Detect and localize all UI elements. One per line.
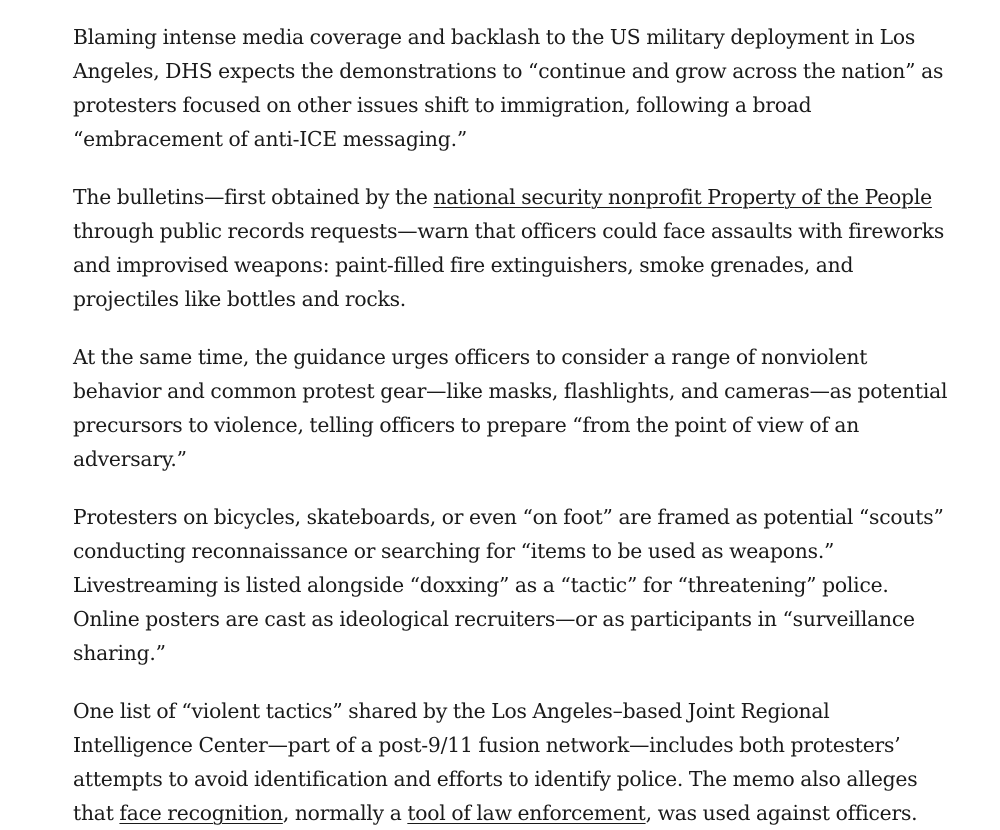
- article-body: [73, 20, 953, 830]
- paragraph-text: The bulletins—first obtained by the: [73, 185, 434, 209]
- paragraph-text: At the same time, the guidance urges officers to consider a range of nonviolent behavior and common protest gear—like masks, flashlights, and cameras—as potential precursors to violence, telling officers to prepare “from the point of view of an adversary.”: [73, 345, 948, 471]
- paragraph-nonviolent-behavior: [73, 340, 953, 476]
- paragraph-text: , was used against officers.: [645, 801, 918, 825]
- paragraph-bulletins: [73, 180, 953, 316]
- paragraph-dhs-expectations: [73, 20, 953, 156]
- paragraph-text: One list of “violent tactics” shared by the Los Angeles–based Joint Regional Intelligence Center—part of a post-9/11 fusion network—includes both protesters’ attempts to avoid identification and efforts to identify police. The memo also alleges that: [73, 699, 918, 825]
- paragraph-text: Blaming intense media coverage and backlash to the US military deployment in Los Angeles, DHS expects the demonstrations to “continue and grow across the nation” as protesters focused on other issues shift to immigration, following a broad “embracement of anti-ICE messaging.”: [73, 25, 944, 151]
- link-face-recognition[interactable]: face recognition: [119, 801, 283, 825]
- paragraph-protesters-framed: [73, 500, 953, 670]
- paragraph-violent-tactics: [73, 694, 953, 830]
- link-property-of-the-people[interactable]: national security nonprofit Property of the People: [433, 185, 932, 209]
- paragraph-text: through public records requests—warn that officers could face assaults with fireworks and improvised weapons: paint-filled fire extinguishers, smoke grenades, and projectiles like bottles and rocks.: [73, 219, 945, 311]
- paragraph-text: Protesters on bicycles, skateboards, or even “on foot” are framed as potential “scouts” conducting reconnaissance or searching for “items to be used as weapons.” Livestreaming is listed alongside “doxxing” as a “tactic” for “threatening” police. Online posters are cast as ideological recruiters—or as participants in “surveillance sharing.”: [73, 505, 944, 665]
- link-tool-of-law-enforcement[interactable]: tool of law enforcement: [407, 801, 646, 825]
- paragraph-text: , normally a: [282, 801, 408, 825]
